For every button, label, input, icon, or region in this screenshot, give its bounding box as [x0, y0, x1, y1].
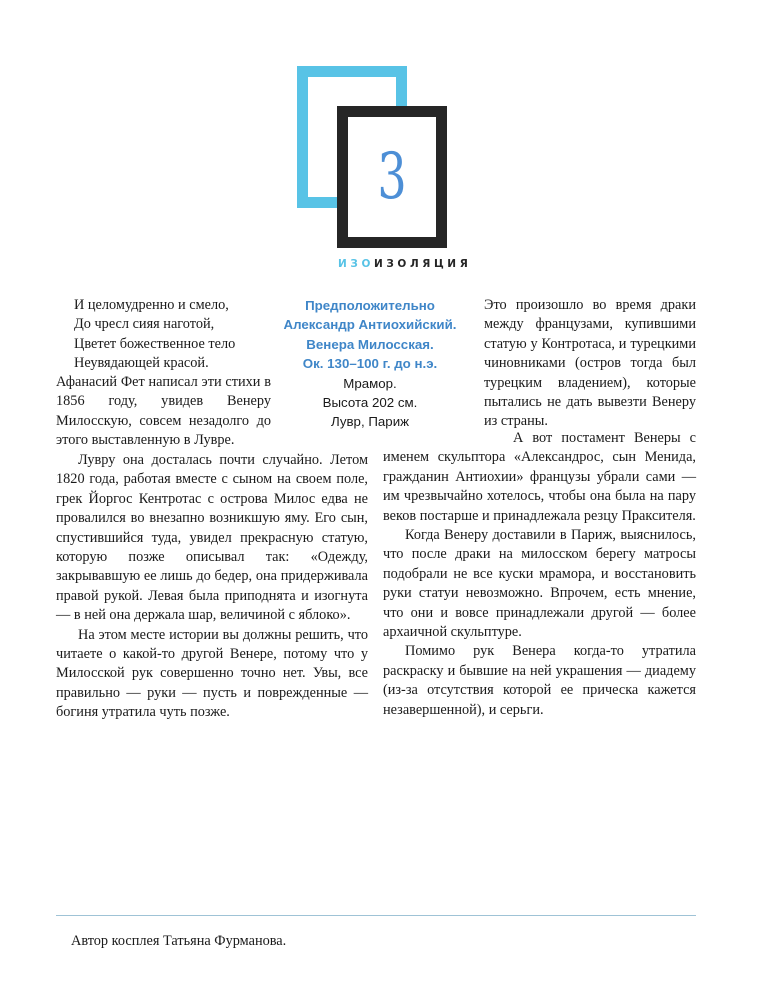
logo-word-part2: ИЗОЛЯЦИЯ — [373, 258, 472, 270]
paragraph: Это произошло во время драки между французами, купившими статую у Контротаса, и турецкими чиновниками (остров тогда был турецким владением), которые пытались не дать вывезти Венеру из страны. — [484, 297, 696, 430]
col1-body — [56, 451, 368, 723]
poem-line: И целомудренно и смело, — [74, 297, 229, 313]
paragraph: На этом месте истории вы должны решить, что читаете о какой-то другой Венере, потому что у Милосской рук совершенно точно нет. Увы, все правильно — руки — пусть и поврежденные — богиня утратила чуть позже. — [56, 626, 368, 721]
poem-quote — [74, 296, 294, 374]
chapter-logo — [297, 66, 472, 272]
caption-artist: Александр Антиохийский. — [283, 317, 457, 333]
caption-height: Высота 202 см. — [322, 395, 418, 411]
paragraph: А вот постамент Венеры с именем скульптора «Александрос, сын Менида, гражданин Антиохии» французы убрали сами — им чрезвычайно хотелось, чтобы она была на пару веков постарше и принадлежала резцу Праксителя. — [383, 430, 696, 524]
poem-line: До чресл сияя наготой, — [74, 316, 215, 333]
caption-location: Лувр, Париж — [330, 414, 410, 430]
col1-intro — [56, 373, 271, 451]
paragraph: Афанасий Фет написал эти стихи в 1856 году, увидев Венеру Милосскую, совсем незадолго до этого выставленную в Лувре. — [56, 374, 271, 449]
caption-material: Мрамор. — [343, 375, 397, 391]
col2-body — [383, 429, 696, 720]
footer-divider — [56, 915, 696, 916]
footer-credit: Автор косплея Татьяна Фурманова. — [71, 933, 287, 949]
logo-wordmark — [338, 258, 472, 270]
caption-attribution: Предположительно — [305, 298, 435, 313]
artwork-caption — [270, 296, 470, 432]
col3-text — [484, 296, 696, 432]
poem-line: Неувядающей красой. — [74, 355, 209, 372]
chapter-number: 3 — [377, 140, 407, 214]
caption-date: Ок. 130–100 г. до н.э. — [302, 356, 438, 372]
caption-title: Венера Милосская. — [306, 336, 434, 352]
logo-word-part1: ИЗО — [338, 258, 374, 270]
paragraph: Когда Венеру доставили в Париж, выяснилось, что после драки на милосском берегу матросы подобрали не все куски мрамора, и восстановить руки статуи невозможно. Впрочем, есть мнение, что они и вовсе принадлежали другой — более архаичной скульптуре. — [383, 527, 696, 641]
paragraph: Лувру она досталась почти случайно. Летом 1820 года, работая вместе с сыном на своем поле, грек Йоргос Кентротас с острова Милос едва не провалился во внезапно возникшую яму. Его сын, спустившийся туда, увидел прекрасную статую, которую позже описывал так: «Одежду, закрывавшую ее лишь до бедер, она придерживала правой рукой. Левая была приподнята и изогнута — в ней она держала шар, величиной с яблоко». — [56, 452, 368, 624]
poem-line: Цветет божественное тело — [74, 335, 236, 352]
paragraph: Помимо рук Венера когда-то утратила раскраску и бывшие на ней украшения — диадему (из-за отсутствия которой ее прическа кажется незавершенной), и серьги. — [383, 643, 696, 718]
